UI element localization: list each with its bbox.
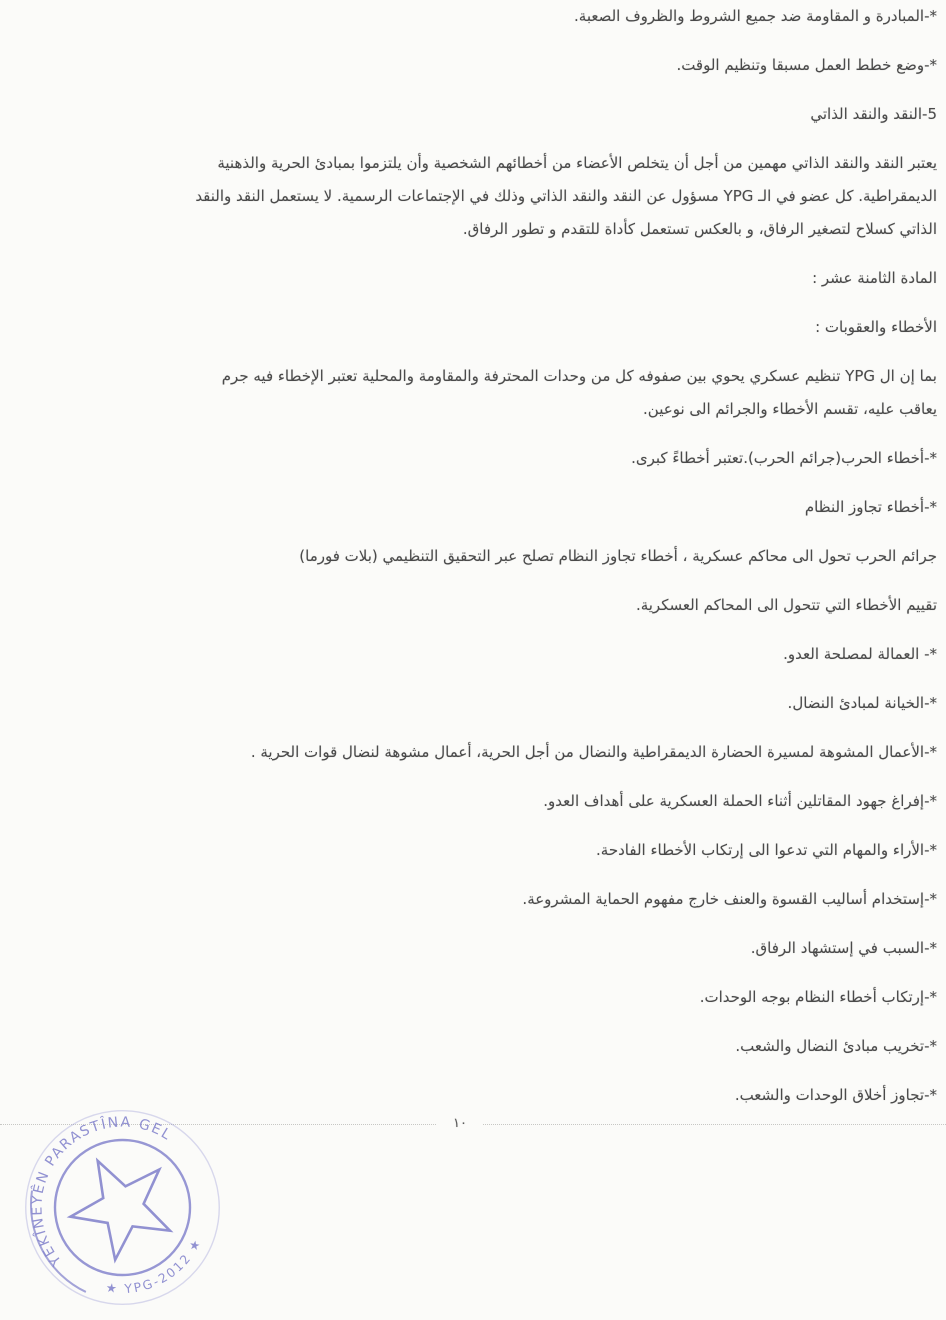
section-heading: 5-النقد والنقد الذاتي bbox=[810, 105, 937, 123]
bullet-line: *-أخطاء الحرب(جرائم الحرب).تعتبر أخطاءً كبرى. bbox=[631, 449, 937, 467]
ypg-stamp bbox=[10, 1095, 235, 1320]
bullet-line: *- العمالة لمصلحة العدو. bbox=[783, 645, 937, 663]
bullet-line: *-إفراغ جهود المقاتلين أثناء الحملة العسكرية على أهداف العدو. bbox=[543, 792, 937, 810]
bullet-line: *-السبب في إستشهاد الرفاق. bbox=[750, 939, 937, 957]
bullet-line: *-الأعمال المشوهة لمسيرة الحضارة الديمقراطية والنضال من أجل الحرية، أعمال مشوهة لنضال قوات الحرية . bbox=[250, 743, 937, 761]
paragraph-line: الذاتي كسلاح لتصغير الرفاق، و بالعكس تستعمل كأداة للتقدم و تطور الرفاق. bbox=[462, 220, 937, 238]
bullet-line: *-الأراء والمهام التي تدعوا الى إرتكاب الأخطاء الفادحة. bbox=[596, 841, 937, 859]
bullet-line: *-المبادرة و المقاومة ضد جميع الشروط والظروف الصعبة. bbox=[574, 7, 937, 25]
bullet-line: *-إرتكاب أخطاء النظام بوجه الوحدات. bbox=[699, 988, 937, 1006]
paragraph-line: الديمقراطية. كل عضو في الـ YPG مسؤول عن النقد والنقد الذاتي وذلك في الإجتماعات الرسمية. لا يستعمل النقد والنقد bbox=[195, 187, 937, 205]
bullet-line: *-تخريب مبادئ النضال والشعب. bbox=[735, 1037, 937, 1055]
paragraph-line: يعاقب عليه، تقسم الأخطاء والجرائم الى نوعين. bbox=[643, 400, 937, 418]
bullet-line: *-إستخدام أساليب القسوة والعنف خارج مفهوم الحماية المشروعة. bbox=[522, 890, 937, 908]
bullet-line: *-وضع خطط العمل مسبقا وتنظيم الوقت. bbox=[676, 56, 937, 74]
paragraph-line: يعتبر النقد والنقد الذاتي مهمين من أجل أن يتخلص الأعضاء من أخطائهم الشخصية وأن يلتزموا بمبادئ الحرية والذهنية bbox=[217, 154, 937, 172]
svg-text:YEKÎNEYÊN PARASTÎNA GEL bbox=[10, 1095, 205, 1271]
stamp-arc-text-bottom: ★ YPG-2012 ★ bbox=[105, 1235, 205, 1297]
page-number: ١٠ bbox=[437, 1112, 483, 1136]
bullet-line: *-الخيانة لمبادئ النضال. bbox=[787, 694, 937, 712]
stamp-arc-text-top: YEKÎNEYÊN PARASTÎNA GEL bbox=[29, 1114, 175, 1269]
svg-text:★ YPG-2012 ★ bbox=[100, 1232, 214, 1313]
paragraph-line: جرائم الحرب تحول الى محاكم عسكرية ، أخطاء تجاوز النظام تصلح عبر التحقيق التنظيمي (بلات فورما) bbox=[299, 547, 937, 565]
paragraph-line: تقييم الأخطاء التي تتحول الى المحاكم العسكرية. bbox=[635, 596, 937, 614]
article-heading: المادة الثامنة عشر : bbox=[812, 269, 937, 287]
article-subheading: الأخطاء والعقوبات : bbox=[815, 318, 937, 336]
bullet-line: *-تجاوز أخلاق الوحدات والشعب. bbox=[734, 1086, 937, 1104]
bullet-line: *-أخطاء تجاوز النظام bbox=[804, 498, 937, 516]
paragraph-line: بما إن ال YPG تنظيم عسكري يحوي بين صفوفه كل من وحدات المحترفة والمقاومة والمحلية تعتبر الإخطاء فيه جرم bbox=[221, 367, 937, 385]
